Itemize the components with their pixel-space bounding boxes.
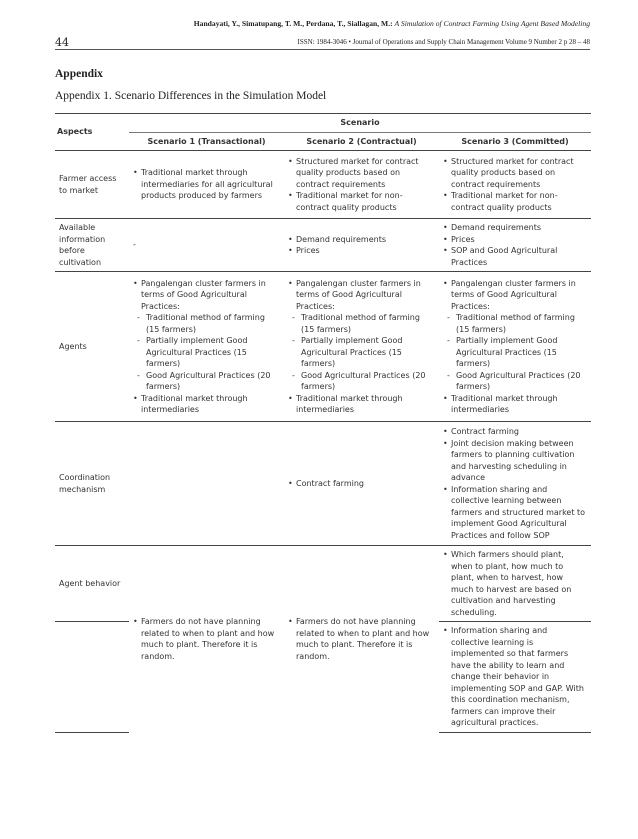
running-header-citation xyxy=(194,19,590,28)
list-item: - Partially implement Good Agricultural Practices (15 farmers) xyxy=(137,335,280,370)
aspect-market: Farmer access to market xyxy=(55,151,129,219)
cell-info-s2 xyxy=(284,219,439,272)
cell-market-s1 xyxy=(129,151,284,219)
cell-behavior-s1 xyxy=(129,546,284,733)
list-item: • Traditional market through intermediaries xyxy=(443,393,587,416)
scenario-table xyxy=(55,113,591,733)
running-header-journal: ISSN: 1984-3046 • Journal of Operations and Supply Chain Management Volume 9 Number 2 p 28 – 48 xyxy=(297,38,590,46)
list-item: - Good Agricultural Practices (20 farmers) xyxy=(292,370,435,393)
list-item: • Joint decision making between farmers to planning cultivation and harvesting scheduling in advance xyxy=(443,438,587,484)
scenario-header: Scenario xyxy=(129,114,591,133)
list-item: • Structured market for contract quality products based on contract requirements xyxy=(288,156,435,191)
list-item: - Traditional method of farming (15 farmers) xyxy=(137,312,280,335)
list-item: - Good Agricultural Practices (20 farmers) xyxy=(137,370,280,393)
list-item: • Traditional market for non-contract quality products xyxy=(443,190,587,213)
table-row-agents xyxy=(55,272,591,422)
cell-behavior-s3a xyxy=(439,546,591,622)
cell-market-s2 xyxy=(284,151,439,219)
list-item: • Information sharing and collective learning is implemented so that farmers have the ability to learn and change their behavior in implementing SOP and GAP. With this coordination mechanism, farmers can improve their agricultural practices. xyxy=(443,625,587,729)
running-header-authors: Handayati, Y., Simatupang, T. M., Perdana, T., Siallagan, M.: xyxy=(193,19,393,28)
scenario-1-header: Scenario 1 (Transactional) xyxy=(147,136,266,146)
appendix-title: Appendix xyxy=(55,68,103,80)
appendix-subtitle: Appendix 1. Scenario Differences in the Simulation Model xyxy=(55,90,327,102)
aspect-agents: Agents xyxy=(55,272,129,422)
table-row-info xyxy=(55,219,591,272)
list-item: • Pangalengan cluster farmers in terms of Good Agricultural Practices: xyxy=(443,278,587,313)
list-item: - Partially implement Good Agricultural Practices (15 farmers) xyxy=(292,335,435,370)
cell-coordination-s2 xyxy=(284,422,439,546)
aspect-info: Available information before cultivation xyxy=(55,219,129,272)
list-item: • Contract farming xyxy=(443,426,587,438)
table-row-coordination xyxy=(55,422,591,546)
cell-behavior-s3b xyxy=(439,622,591,733)
list-item: • Traditional market through intermediaries for all agricultural products produced by farmers xyxy=(133,167,280,202)
list-item: • Structured market for contract quality products based on contract requirements xyxy=(443,156,587,191)
list-item: • Traditional market through intermediaries xyxy=(133,393,280,416)
list-item: • Prices xyxy=(443,234,587,246)
cell-info-s1: - xyxy=(129,219,284,272)
list-item: • Pangalengan cluster farmers in terms of Good Agricultural Practices: xyxy=(133,278,280,313)
list-item: - Partially implement Good Agricultural Practices (15 farmers) xyxy=(447,335,587,370)
aspects-header: Aspects xyxy=(55,114,129,151)
list-item: • Information sharing and collective learning between farmers and structured market to implement Good Agricultural Practices and follow SOP xyxy=(443,484,587,542)
cell-coordination-s3 xyxy=(439,422,591,546)
aspect-behavior-continued xyxy=(55,622,129,733)
scenario-2-header: Scenario 2 (Contractual) xyxy=(306,136,417,146)
list-item: • Demand requirements xyxy=(288,234,435,246)
aspect-coordination: Coordination mechanism xyxy=(55,422,129,546)
list-item: - Good Agricultural Practices (20 farmers) xyxy=(447,370,587,393)
list-item: • Pangalengan cluster farmers in terms of Good Agricultural Practices: xyxy=(288,278,435,313)
list-item: • Traditional market for non-contract quality products xyxy=(288,190,435,213)
table-header-row xyxy=(55,114,591,133)
running-header-article-title: A Simulation of Contract Farming Using Agent Based Modeling xyxy=(394,19,590,28)
list-item: • Prices xyxy=(288,245,435,257)
cell-agents-s1 xyxy=(129,272,284,422)
list-item: • Traditional market through intermediaries xyxy=(288,393,435,416)
list-item: • Contract farming xyxy=(288,478,435,490)
aspect-behavior: Agent behavior xyxy=(55,546,129,622)
header-rule xyxy=(55,49,590,50)
list-item: • Farmers do not have planning related to when to plant and how much to plant. Therefore it is random. xyxy=(288,616,435,662)
list-item: - Traditional method of farming (15 farmers) xyxy=(292,312,435,335)
cell-agents-s3 xyxy=(439,272,591,422)
cell-coordination-s1 xyxy=(129,422,284,546)
list-item: • Which farmers should plant, when to plant, how much to plant, when to harvest, how much to harvest are based on cultivation and harvesting scheduling. xyxy=(443,549,587,618)
scenario-subheader-row xyxy=(55,132,591,151)
cell-agents-s2 xyxy=(284,272,439,422)
page-number: 44 xyxy=(55,36,69,49)
cell-behavior-s2 xyxy=(284,546,439,733)
cell-market-s3 xyxy=(439,151,591,219)
list-item: • SOP and Good Agricultural Practices xyxy=(443,245,587,268)
list-item: • Farmers do not have planning related to when to plant and how much to plant. Therefore it is random. xyxy=(133,616,280,662)
table-row-market xyxy=(55,151,591,219)
list-item: • Demand requirements xyxy=(443,222,587,234)
cell-info-s3 xyxy=(439,219,591,272)
table-row-behavior xyxy=(55,546,591,622)
scenario-3-header: Scenario 3 (Committed) xyxy=(461,136,569,146)
list-item: - Traditional method of farming (15 farmers) xyxy=(447,312,587,335)
